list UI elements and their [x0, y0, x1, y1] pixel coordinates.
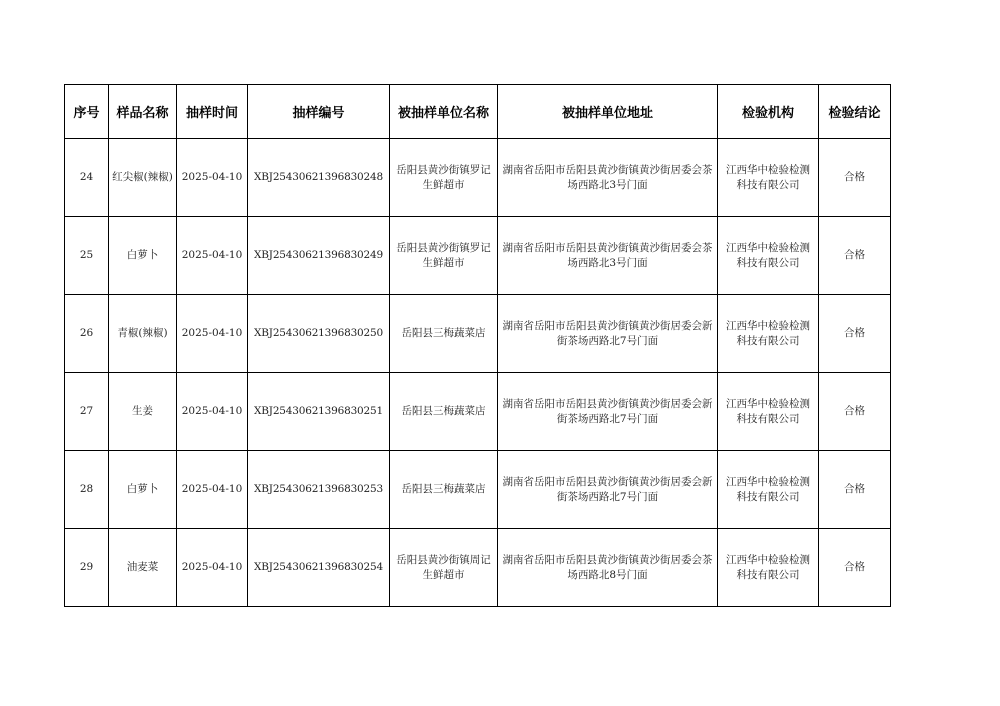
header-sampling-date: 抽样时间 [177, 85, 248, 139]
header-serial-no: 序号 [65, 85, 109, 139]
cell-serial-no: 25 [65, 217, 109, 295]
cell-sample-name: 油麦菜 [109, 529, 177, 607]
cell-unit-address: 湖南省岳阳市岳阳县黄沙街镇黄沙街居委会茶场西路北3号门面 [498, 139, 718, 217]
cell-sampling-date: 2025-04-10 [177, 217, 248, 295]
cell-sampling-date: 2025-04-10 [177, 451, 248, 529]
header-sampled-unit: 被抽样单位名称 [390, 85, 498, 139]
cell-sample-name: 白萝卜 [109, 451, 177, 529]
cell-sample-name: 白萝卜 [109, 217, 177, 295]
cell-sample-name: 青椒(辣椒) [109, 295, 177, 373]
table-row [65, 295, 891, 373]
table-row [65, 217, 891, 295]
cell-serial-no: 29 [65, 529, 109, 607]
cell-sampled-unit: 岳阳县黄沙街镇罗记生鲜超市 [390, 139, 498, 217]
inspection-results-table [64, 84, 891, 607]
cell-serial-no: 27 [65, 373, 109, 451]
cell-conclusion: 合格 [819, 139, 891, 217]
cell-sampling-date: 2025-04-10 [177, 373, 248, 451]
cell-sample-name: 生姜 [109, 373, 177, 451]
cell-unit-address: 湖南省岳阳市岳阳县黄沙街镇黄沙街居委会新街茶场西路北7号门面 [498, 373, 718, 451]
table-row [65, 139, 891, 217]
cell-sampling-date: 2025-04-10 [177, 295, 248, 373]
cell-sampling-code: XBJ25430621396830251 [248, 373, 390, 451]
cell-sample-name: 红尖椒(辣椒) [109, 139, 177, 217]
cell-serial-no: 28 [65, 451, 109, 529]
header-inspection-agency: 检验机构 [718, 85, 819, 139]
table-row [65, 451, 891, 529]
cell-sampled-unit: 岳阳县黄沙街镇罗记生鲜超市 [390, 217, 498, 295]
cell-serial-no: 26 [65, 295, 109, 373]
cell-inspection-agency: 江西华中检验检测科技有限公司 [718, 217, 819, 295]
cell-unit-address: 湖南省岳阳市岳阳县黄沙街镇黄沙街居委会新街茶场西路北7号门面 [498, 451, 718, 529]
header-sampling-code: 抽样编号 [248, 85, 390, 139]
table-row [65, 529, 891, 607]
cell-conclusion: 合格 [819, 451, 891, 529]
cell-sampled-unit: 岳阳县三梅蔬菜店 [390, 373, 498, 451]
cell-sampled-unit: 岳阳县黄沙街镇周记生鲜超市 [390, 529, 498, 607]
header-sample-name: 样品名称 [109, 85, 177, 139]
cell-inspection-agency: 江西华中检验检测科技有限公司 [718, 451, 819, 529]
cell-inspection-agency: 江西华中检验检测科技有限公司 [718, 139, 819, 217]
cell-sampling-code: XBJ25430621396830248 [248, 139, 390, 217]
cell-sampling-code: XBJ25430621396830250 [248, 295, 390, 373]
cell-sampling-code: XBJ25430621396830254 [248, 529, 390, 607]
cell-inspection-agency: 江西华中检验检测科技有限公司 [718, 529, 819, 607]
cell-unit-address: 湖南省岳阳市岳阳县黄沙街镇黄沙街居委会茶场西路北8号门面 [498, 529, 718, 607]
header-conclusion: 检验结论 [819, 85, 891, 139]
cell-conclusion: 合格 [819, 373, 891, 451]
cell-conclusion: 合格 [819, 217, 891, 295]
cell-serial-no: 24 [65, 139, 109, 217]
cell-sampling-date: 2025-04-10 [177, 529, 248, 607]
table-row [65, 373, 891, 451]
cell-unit-address: 湖南省岳阳市岳阳县黄沙街镇黄沙街居委会茶场西路北3号门面 [498, 217, 718, 295]
cell-conclusion: 合格 [819, 529, 891, 607]
cell-sampled-unit: 岳阳县三梅蔬菜店 [390, 451, 498, 529]
cell-sampling-code: XBJ25430621396830253 [248, 451, 390, 529]
cell-sampled-unit: 岳阳县三梅蔬菜店 [390, 295, 498, 373]
cell-inspection-agency: 江西华中检验检测科技有限公司 [718, 295, 819, 373]
cell-unit-address: 湖南省岳阳市岳阳县黄沙街镇黄沙街居委会新街茶场西路北7号门面 [498, 295, 718, 373]
cell-conclusion: 合格 [819, 295, 891, 373]
cell-inspection-agency: 江西华中检验检测科技有限公司 [718, 373, 819, 451]
table-header-row [65, 85, 891, 139]
cell-sampling-code: XBJ25430621396830249 [248, 217, 390, 295]
cell-sampling-date: 2025-04-10 [177, 139, 248, 217]
header-unit-address: 被抽样单位地址 [498, 85, 718, 139]
